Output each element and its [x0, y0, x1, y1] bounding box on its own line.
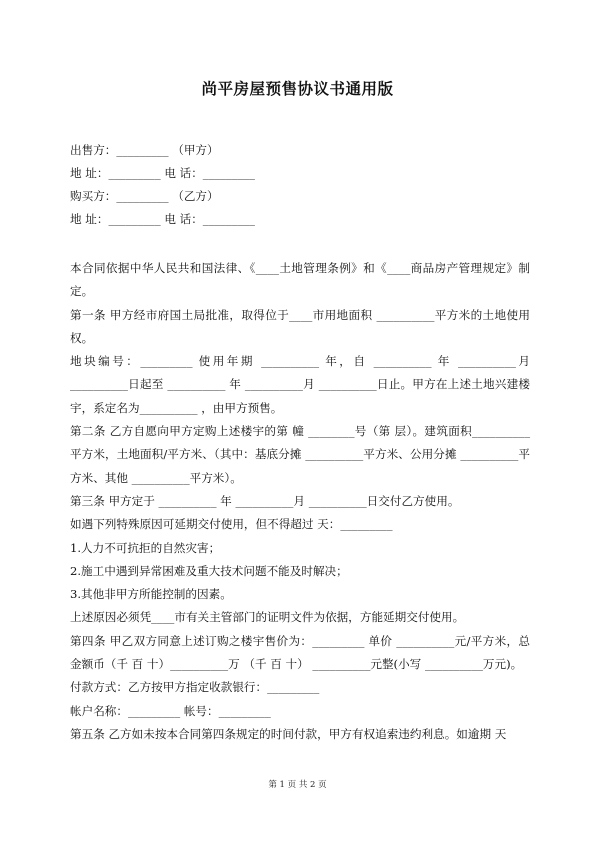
seller-address-line: 地 址：_________ 电 话：_________ [70, 166, 255, 180]
parties-section [70, 139, 530, 231]
plot-info-paragraph: 地块编号：_________ 使用年期 __________ 年，自 __________ 年 __________月 __________日起至 __________ 年 __________月 __________日止。甲方在上述土地兴建楼宇，系定名为__________ ，由甲方预售。 [70, 354, 530, 415]
delay-condition-3: 3.其他非甲方所能控制的因素。 [70, 587, 232, 602]
delay-proof-paragraph: 上述原因必须凭____市有关主管部门的证明文件为依据，方能延期交付使用。 [70, 610, 465, 625]
payment-method-paragraph: 付款方式：乙方按甲方指定收款银行：_________ [70, 680, 320, 695]
seller-line: 出售方：_________ （甲方） [70, 143, 219, 157]
article-5-paragraph: 第五条 乙方如未按本合同第四条规定的时间付款，甲方有权追索违约利息。如逾期 天 [70, 726, 507, 741]
article-2-paragraph: 第二条 乙方自愿向甲方定购上述楼宇的第 幢 ________号（第 层）。建筑面积__________平方米，土地面积/平方米、（其中：基底分摊 __________平方米、公用分摊 __________平方米、其他 __________平方米）。 [70, 424, 530, 485]
article-3-paragraph: 第三条 甲方定于 __________ 年 __________月 __________日交付乙方使用。 [70, 493, 460, 508]
contract-body [70, 257, 530, 746]
page-footer: 第 1 页 共 2 页 [268, 780, 327, 790]
buyer-address-line: 地 址：_________ 电 话：_________ [70, 212, 255, 226]
buyer-line: 购买方：_________ （乙方） [70, 189, 219, 203]
article-1-paragraph: 第一条 甲方经市府国土局批准，取得位于____市用地面积 __________平方米的土地使用权。 [70, 307, 530, 345]
account-info-paragraph: 帐户名称：_________ 帐号：_________ [70, 703, 271, 718]
delay-conditions-paragraph: 如遇下列特殊原因可延期交付使用，但不得超过 天：_________ [70, 517, 393, 532]
delay-condition-2: 2.施工中遇到异常困难及重大技术问题不能及时解决； [70, 563, 348, 578]
preamble-paragraph: 本合同依据中华人民共和国法律、《____土地管理条例》和《____商品房产管理规定》制定。 [70, 261, 530, 299]
document-title: 尚平房屋预售协议书通用版 [201, 80, 394, 98]
delay-condition-1: 1.人力不可抗拒的自然灾害； [70, 540, 221, 555]
article-4-paragraph: 第四条 甲乙双方同意上述订购之楼宇售价为：_________ 单价 __________元/平方米，总金额币（千 百 十）__________万 （千 百 十） __________元整(小写 __________万元)。 [70, 633, 530, 672]
